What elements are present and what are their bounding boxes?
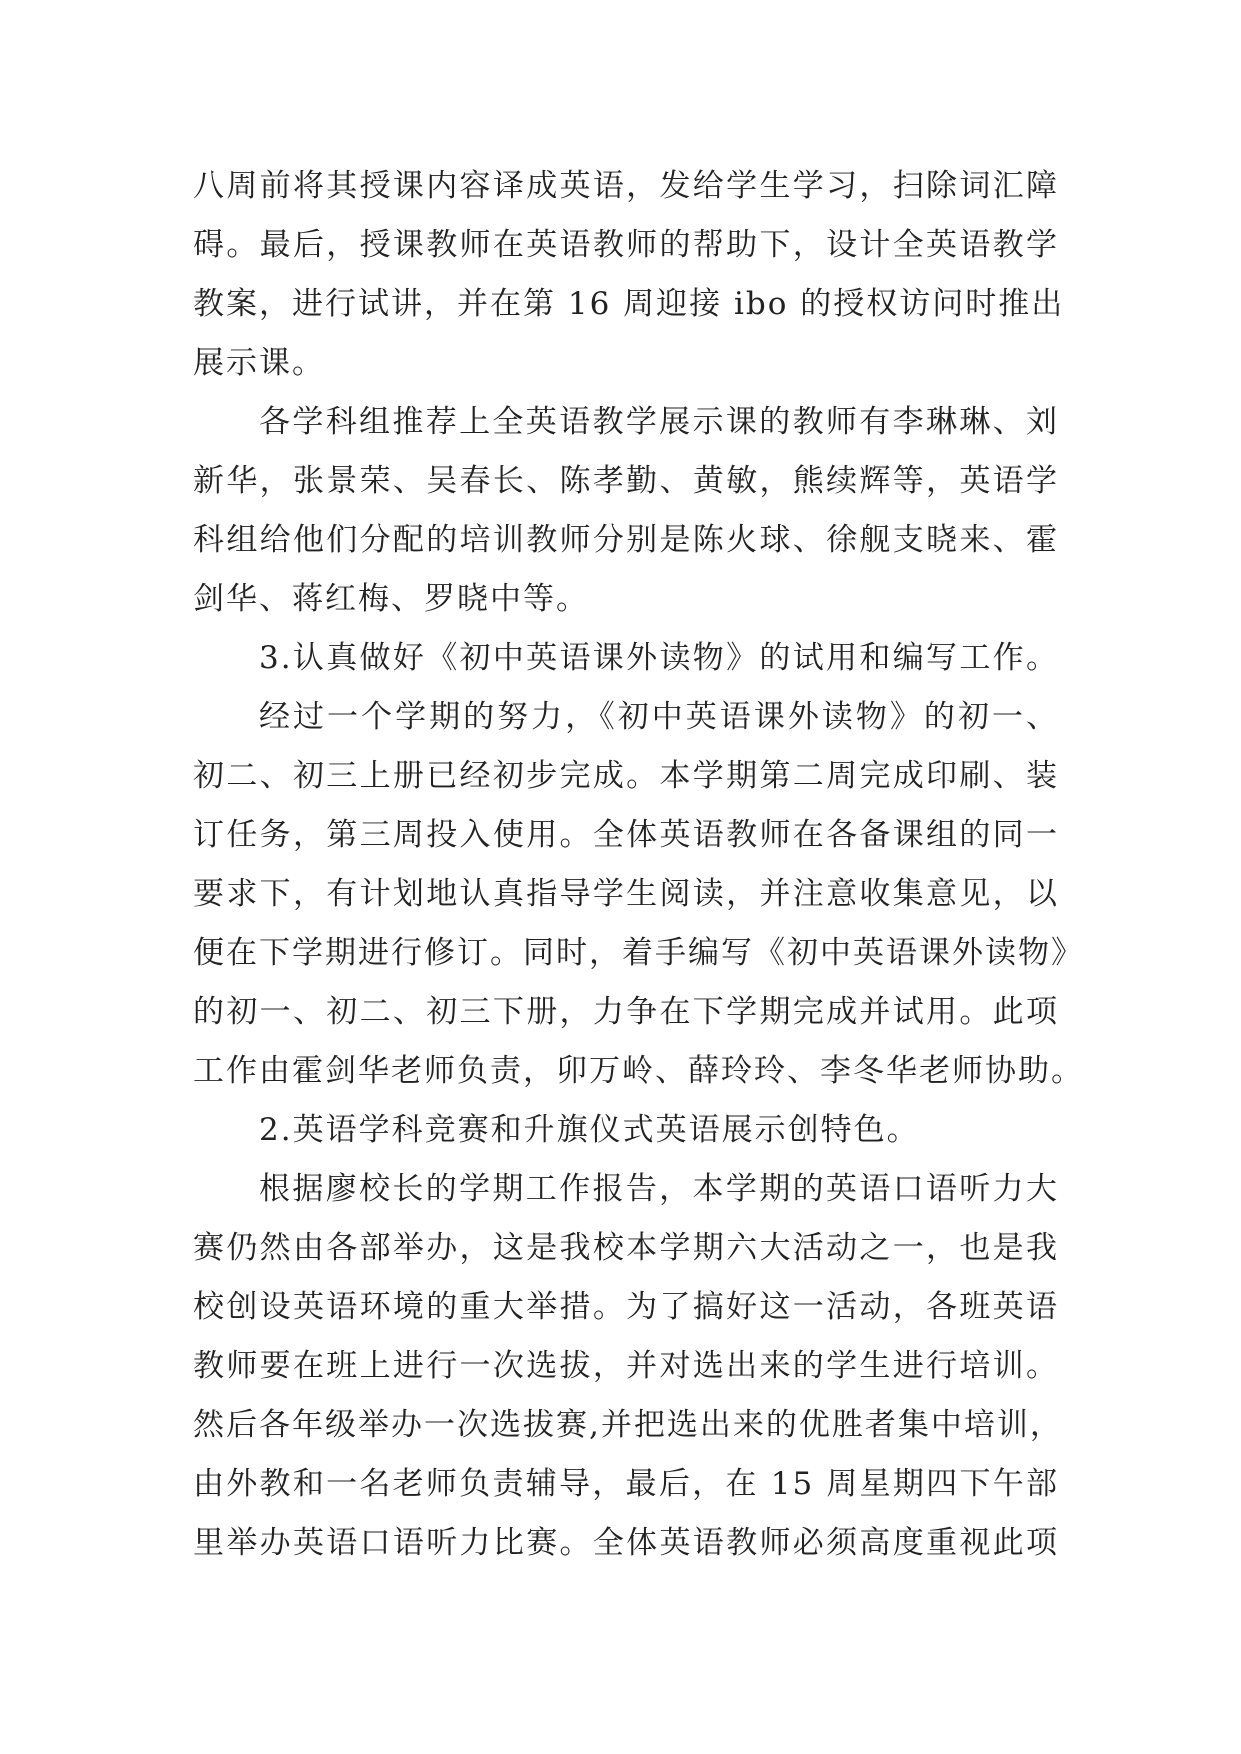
text-line: 根据廖校长的学期工作报告，本学期的英语口语听力大 [259,1171,1059,1207]
document-body [193,157,1084,1573]
paragraph [193,688,1084,1101]
text-line: 然后各年级举办一次选拔赛,并把选出来的优胜者集中培训， [193,1407,1063,1443]
text-line: 订任务，第三周投入使用。全体英语教师在各备课组的同一 [193,817,1059,853]
paragraph [193,393,1059,629]
text-line: 碍。最后，授课教师在英语教师的帮助下，设计全英语教学 [193,227,1059,263]
text-line: 剑华、蒋红梅、罗晓中等。 [193,581,589,617]
paragraph [193,157,1065,393]
text-line: 展示课。 [193,345,325,381]
text-line: 3.认真做好《初中英语课外读物》的试用和编写工作。 [259,640,1059,676]
text-line: 赛仍然由各部举办，这是我校本学期六大活动之一，也是我 [193,1230,1059,1266]
text-line: 教案，进行试讲，并在第 16 周迎接 ibo 的授权访问时推出 [193,286,1065,322]
text-line: 2.英语学科竞赛和升旗仪式英语展示创特色。 [259,1112,920,1148]
paragraph [193,1160,1063,1573]
text-line: 由外教和一名老师负责辅导，最后，在 15 周星期四下午部 [193,1466,1059,1502]
text-line: 科组给他们分配的培训教师分别是陈火球、徐舰支晓来、霍 [193,522,1059,558]
text-line: 教师要在班上进行一次选拔，并对选出来的学生进行培训。 [193,1348,1059,1384]
text-line: 的初一、初二、初三下册，力争在下学期完成并试用。此项 [193,994,1059,1030]
section-heading [193,629,1059,688]
text-line: 八周前将其授课内容译成英语，发给学生学习，扫除词汇障 [193,168,1059,204]
section-heading [193,1101,1059,1160]
text-line: 各学科组推荐上全英语教学展示课的教师有李琳琳、刘 [259,404,1059,440]
text-line: 经过一个学期的努力，《初中英语课外读物》的初一、 [259,699,1059,735]
text-line: 新华，张景荣、吴春长、陈孝勤、黄敏，熊续辉等，英语学 [193,463,1059,499]
text-line: 工作由霍剑华老师负责，卯万岭、薛玲玲、李冬华老师协助。 [193,1053,1084,1089]
text-line: 里举办英语口语听力比赛。全体英语教师必须高度重视此项 [193,1525,1059,1561]
text-line: 校创设英语环境的重大举措。为了搞好这一活动，各班英语 [193,1289,1059,1325]
text-line: 要求下，有计划地认真指导学生阅读，并注意收集意见，以 [193,876,1059,912]
text-line: 初二、初三上册已经初步完成。本学期第二周完成印刷、装 [193,758,1059,794]
text-line: 便在下学期进行修订。同时，着手编写《初中英语课外读物》 [193,935,1084,971]
